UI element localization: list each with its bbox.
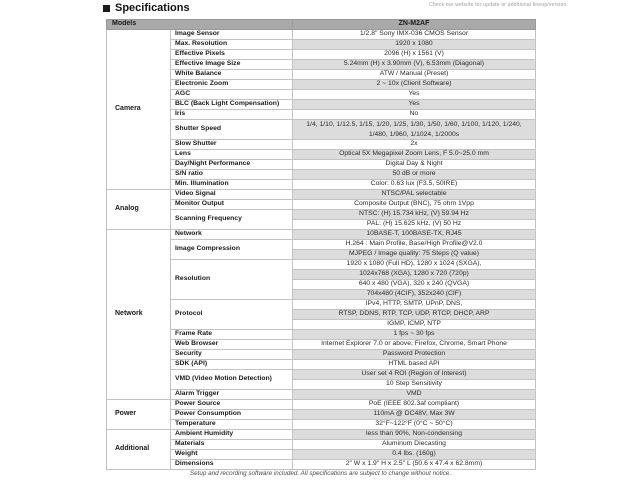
spec-value: HTML based API bbox=[293, 360, 536, 370]
spec-value: 1/2.8" Sony IMX-036 CMOS Sensor bbox=[293, 30, 536, 40]
table-row bbox=[107, 150, 536, 160]
section-label: Additional bbox=[107, 430, 171, 470]
spec-value: Optical 5X Megapixel Zoom Lens, F 5.0~25.0 mm bbox=[293, 150, 536, 160]
model-name-cell: ZN-M2AF bbox=[293, 20, 536, 30]
spec-label: Slow Shutter bbox=[171, 140, 293, 150]
spec-label: Scanning Frequency bbox=[171, 210, 293, 230]
section-label: Network bbox=[107, 230, 171, 400]
spec-label: Temperature bbox=[171, 420, 293, 430]
page-title bbox=[103, 2, 190, 14]
table-row bbox=[107, 370, 536, 380]
table-row bbox=[107, 90, 536, 100]
spec-label: Image Compression bbox=[171, 240, 293, 260]
spec-value: PoE (IEEE 802.3af compliant) bbox=[293, 400, 536, 410]
table-row bbox=[107, 190, 536, 200]
spec-label: BLC (Back Light Compensation) bbox=[171, 100, 293, 110]
spec-label: Resolution bbox=[171, 260, 293, 300]
table-row bbox=[107, 350, 536, 360]
spec-value: MJPEG / Image quality: 75 Steps (Q value) bbox=[293, 250, 536, 260]
spec-value: IGMP, ICMP, NTP bbox=[293, 320, 536, 330]
spec-label: Weight bbox=[171, 450, 293, 460]
spec-value: Password Protection bbox=[293, 350, 536, 360]
table-row bbox=[107, 440, 536, 450]
spec-label: Day/Night Performance bbox=[171, 160, 293, 170]
table-row bbox=[107, 200, 536, 210]
table-row bbox=[107, 100, 536, 110]
spec-value: VMD bbox=[293, 390, 536, 400]
spec-label: Security bbox=[171, 350, 293, 360]
spec-value: NTSC: (H) 15.734 kHz, (V) 59.94 Hz bbox=[293, 210, 536, 220]
spec-value: 2096 (H) x 1561 (V) bbox=[293, 50, 536, 60]
spec-value: Yes bbox=[293, 90, 536, 100]
spec-label: Ambient Humidity bbox=[171, 430, 293, 440]
spec-value: RTSP, DDNS, RTP, TCP, UDP, RTCP, DHCP, ARP bbox=[293, 310, 536, 320]
spec-value: User set 4 ROI (Region of Interest) bbox=[293, 370, 536, 380]
spec-value: NTSC/PAL selectable bbox=[293, 190, 536, 200]
spec-label: Max. Resolution bbox=[171, 40, 293, 50]
spec-label: SDK (API) bbox=[171, 360, 293, 370]
spec-label: White Balance bbox=[171, 70, 293, 80]
spec-value: PAL: (H) 15.625 kHz, (V) 50 Hz bbox=[293, 220, 536, 230]
specifications-table bbox=[106, 19, 536, 470]
spec-label: Video Signal bbox=[171, 190, 293, 200]
spec-label: Effective Image Size bbox=[171, 60, 293, 70]
spec-label: Network bbox=[171, 230, 293, 240]
spec-value: less than 90%, Non-condensing bbox=[293, 430, 536, 440]
spec-value: Composite Output (BNC), 75 ohm 1Vpp bbox=[293, 200, 536, 210]
spec-value: 2 ~ 10x (Client Software) bbox=[293, 80, 536, 90]
spec-label: Power Consumption bbox=[171, 410, 293, 420]
spec-value: 640 x 480 (VGA), 320 x 240 (QVGA) bbox=[293, 280, 536, 290]
section-label: Camera bbox=[107, 30, 171, 190]
spec-value: No bbox=[293, 110, 536, 120]
spec-value: 2x bbox=[293, 140, 536, 150]
spec-value: 1920 x 1080 bbox=[293, 40, 536, 50]
spec-label: S/N ratio bbox=[171, 170, 293, 180]
spec-label: Power Source bbox=[171, 400, 293, 410]
spec-value: 1/4, 1/10, 1/12.5, 1/15, 1/20, 1/25, 1/30, 1/50, 1/60, 1/100, 1/120, 1/240, 1/480, 1/960, 1/1024, 1/2000s bbox=[293, 120, 536, 140]
spec-value: Aluminum Diecasting bbox=[293, 440, 536, 450]
table-row bbox=[107, 180, 536, 190]
table-row bbox=[107, 160, 536, 170]
spec-label: Materials bbox=[171, 440, 293, 450]
spec-label: Frame Rate bbox=[171, 330, 293, 340]
section-label: Power bbox=[107, 400, 171, 430]
table-row bbox=[107, 60, 536, 70]
spec-value: 110mA @ DC48V, Max 3W bbox=[293, 410, 536, 420]
spec-value: 0.4 lbs. (160g) bbox=[293, 450, 536, 460]
table-row bbox=[107, 260, 536, 270]
spec-label: Electronic Zoom bbox=[171, 80, 293, 90]
table-row bbox=[107, 460, 536, 470]
spec-label: Monitor Output bbox=[171, 200, 293, 210]
table-row bbox=[107, 120, 536, 140]
spec-value: 2" W x 1.9" H x 2.5" L (50.6 x 47.4 x 62.8mm) bbox=[293, 460, 536, 470]
table-row bbox=[107, 430, 536, 440]
page-title-text: Specifications bbox=[115, 2, 190, 14]
spec-label: Iris bbox=[171, 110, 293, 120]
spec-label: Lens bbox=[171, 150, 293, 160]
table-row bbox=[107, 110, 536, 120]
table-row bbox=[107, 410, 536, 420]
spec-value: 1024x768 (XGA), 1280 x 720 (720p) bbox=[293, 270, 536, 280]
spec-value: 32°F~122°F (0°C ~ 50°C) bbox=[293, 420, 536, 430]
spec-label: Shutter Speed bbox=[171, 120, 293, 140]
table-row bbox=[107, 400, 536, 410]
table-row bbox=[107, 70, 536, 80]
table-row bbox=[107, 300, 536, 310]
section-label: Analog bbox=[107, 190, 171, 230]
table-row bbox=[107, 390, 536, 400]
spec-value: H.264 : Main Profile, Base/High Profile@V2.0 bbox=[293, 240, 536, 250]
spec-label: AGC bbox=[171, 90, 293, 100]
table-header-row bbox=[107, 20, 536, 30]
table-row bbox=[107, 240, 536, 250]
spec-label: VMD (Video Motion Detection) bbox=[171, 370, 293, 390]
spec-value: 50 dB or more bbox=[293, 170, 536, 180]
table-row bbox=[107, 360, 536, 370]
spec-value: IPv4, HTTP, SMTP, UPnP, DNS, bbox=[293, 300, 536, 310]
table-row bbox=[107, 340, 536, 350]
table-row bbox=[107, 170, 536, 180]
table-row bbox=[107, 80, 536, 90]
models-header-cell: Models bbox=[107, 20, 293, 30]
spec-label: Dimensions bbox=[171, 460, 293, 470]
spec-value: 10BASE-T, 100BASE-TX, RJ45 bbox=[293, 230, 536, 240]
spec-value: Yes bbox=[293, 100, 536, 110]
table-row bbox=[107, 450, 536, 460]
spec-value: Digital Day & Night bbox=[293, 160, 536, 170]
spec-value: 1920 x 1080 (Full HD), 1280 x 1024 (SXGA), bbox=[293, 260, 536, 270]
spec-label: Protocol bbox=[171, 300, 293, 330]
table-row bbox=[107, 330, 536, 340]
spec-table-body bbox=[107, 20, 536, 470]
bullet-square-icon bbox=[103, 5, 110, 12]
table-row bbox=[107, 140, 536, 150]
spec-value: 5.24mm (H) x 3.90mm (V), 6.53mm (Diagonal) bbox=[293, 60, 536, 70]
spec-value: Color: 0.63 lux (F3.5, 50IRE) bbox=[293, 180, 536, 190]
table-row bbox=[107, 50, 536, 60]
table-row bbox=[107, 420, 536, 430]
top-right-note: Check our website for update or additional lineup/version. bbox=[429, 2, 568, 8]
footer-note: Setup and recording software included. All specifications are subject to change without notice. bbox=[189, 470, 452, 477]
spec-label: Web Browser bbox=[171, 340, 293, 350]
table-row bbox=[107, 40, 536, 50]
spec-label: Image Sensor bbox=[171, 30, 293, 40]
spec-label: Min. Illumination bbox=[171, 180, 293, 190]
table-row bbox=[107, 30, 536, 40]
spec-label: Alarm Trigger bbox=[171, 390, 293, 400]
spec-value: ATW / Manual (Preset) bbox=[293, 70, 536, 80]
spec-value: 704x480 (4CIF), 352x240 (CIF) bbox=[293, 290, 536, 300]
spec-value: 1 fps ~ 30 fps bbox=[293, 330, 536, 340]
spec-value: Internet Explorer 7.0 or above, Firefox, Chrome, Smart Phone bbox=[293, 340, 536, 350]
spec-label: Effective Pixels bbox=[171, 50, 293, 60]
spec-value: 10 Step Sensitivity bbox=[293, 380, 536, 390]
table-row bbox=[107, 230, 536, 240]
table-row bbox=[107, 210, 536, 220]
